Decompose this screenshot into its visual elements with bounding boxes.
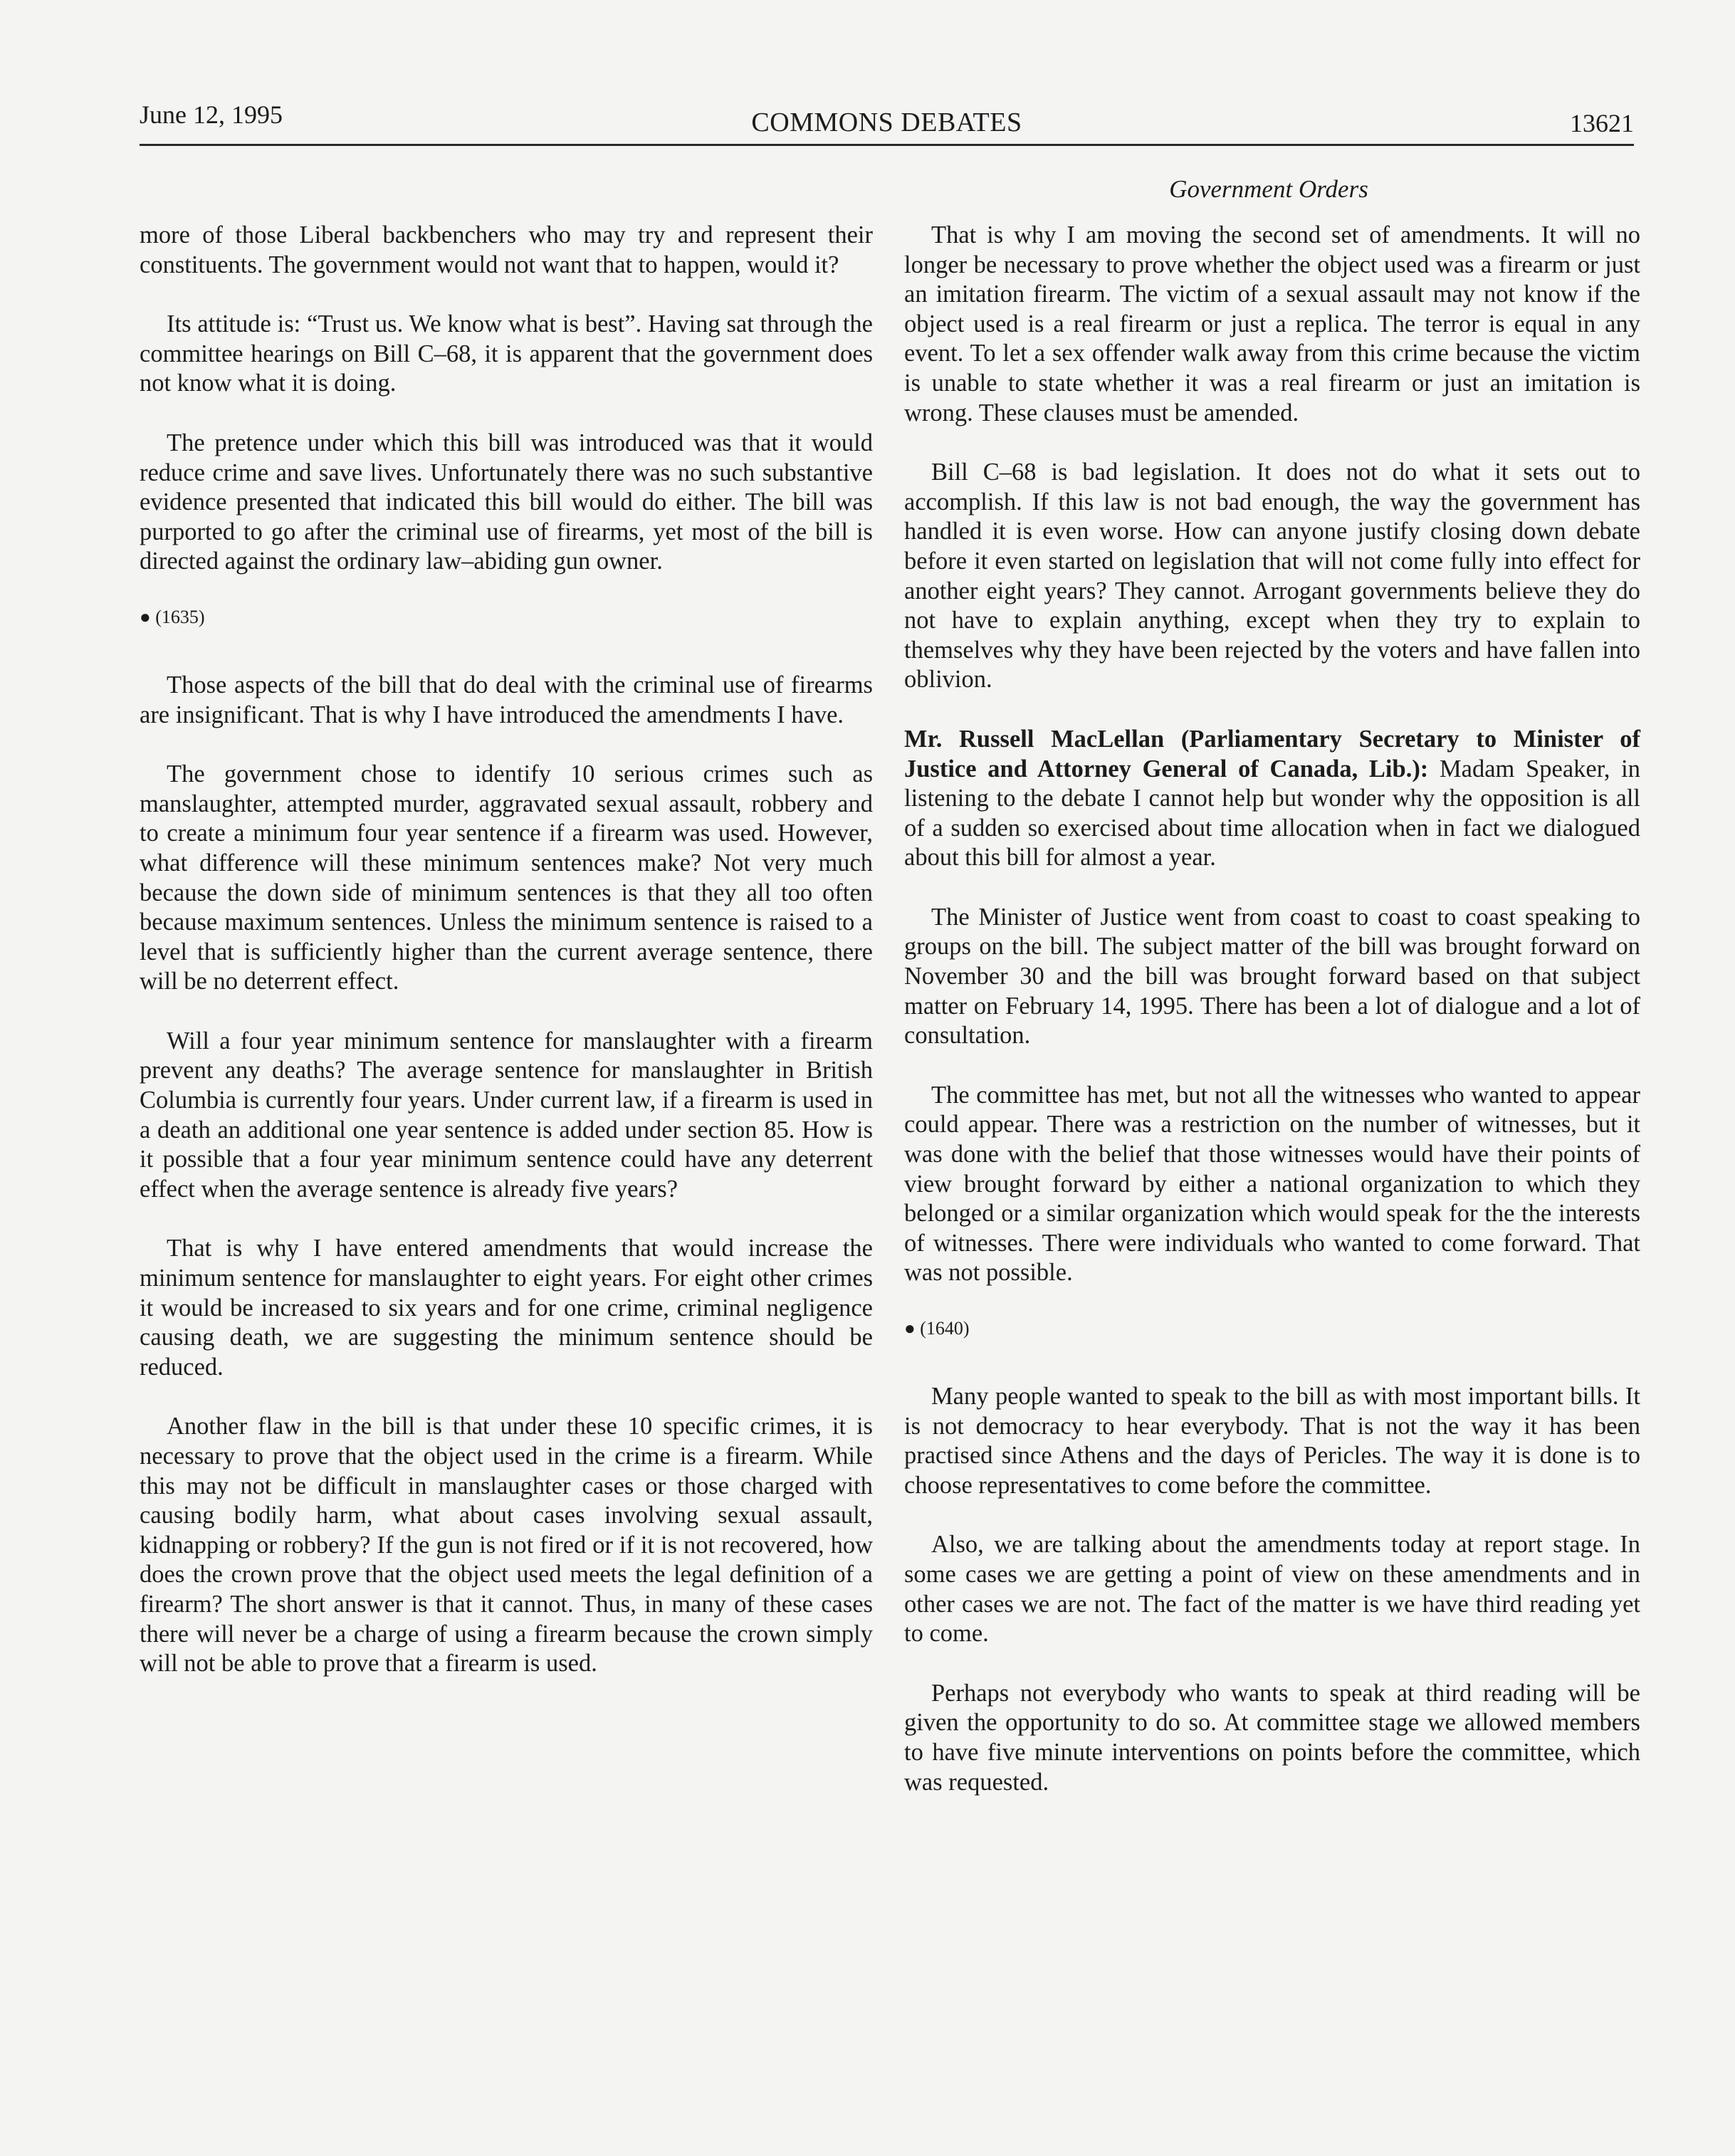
paragraph: Another flaw in the bill is that under these 10 specific crimes, it is necessary to prove that the object used in the crime is a firearm. While this may not be difficult in manslaughter cases or those charged with causing bodily harm, what about cases involving sexual assault, kidnapping or robbery? If the gun is not fired or if it is not recovered, how does the crown prove that the object used meets the legal definition of a firearm? The short answer is that it cannot. Thus, in many of these cases there will never be a charge of using a firearm because the crown simply will not be able to prove that a firearm is used.: [140, 1413, 873, 1678]
paragraph: That is why I have entered amendments that would increase the minimum sentence for manslaughter to eight years. For eight other crimes it would be increased to six years and for one crime, criminal negligence causing death, we are suggesting the minimum sentence should be reduced.: [140, 1235, 873, 1381]
bullet-icon: ●: [904, 1318, 916, 1339]
bullet-icon: ●: [140, 606, 151, 627]
timestamp-marker: [904, 1318, 1640, 1339]
right-column: [904, 221, 1640, 1827]
speaker-name: Mr. Russell MacLellan (Parliamentary Secretary to Minister of Justice and Attorney General of Canada, Lib.):: [904, 725, 1640, 783]
speaker-text: Madam Speaker, in listening to the debate I cannot help but wonder why the opposition is all of a sudden so exercised about time allocation when in fact we dialogued about this bill for almost a year.: [904, 755, 1640, 872]
speaker-paragraph: [904, 725, 1640, 873]
paragraph: Those aspects of the bill that do deal with the criminal use of firearms are insignificant. That is why I have introduced the amendments I have.: [140, 671, 873, 728]
paragraph: The Minister of Justice went from coast to coast to coast speaking to groups on the bill. The subject matter of the bill was brought forward on November 30 and the bill was brought forward based on that subject matter on February 14, 1995. There has been a lot of dialogue and a lot of consultation.: [904, 903, 1640, 1050]
timestamp-marker: [140, 607, 873, 628]
section-title: Government Orders: [1169, 175, 1368, 203]
paragraph: Will a four year minimum sentence for manslaughter with a firearm prevent any deaths? The average sentence for manslaughter in British Columbia is currently four years. Under current law, if a firearm is used in a death an additional one year sentence is added under section 85. How is it possible that a four year minimum sentence could have any deterrent effect when the average sentence is already five years?: [140, 1027, 873, 1203]
header-title: COMMONS DEBATES: [751, 108, 1022, 137]
paragraph: The committee has met, but not all the witnesses who wanted to appear could appear. There was a restriction on the number of witnesses, but it was done with the belief that those witnesses would have their points of view brought forward by either a national organization to which they belonged or a similar organization which would speak for the the interests of witnesses. There were individuals who wanted to come forward. That was not possible.: [904, 1081, 1640, 1287]
left-column: [140, 221, 873, 1709]
paragraph: Also, we are talking about the amendments today at report stage. In some cases we are getting a point of view on these amendments and in other cases we are not. The fact of the matter is we have third reading yet to come.: [904, 1531, 1640, 1648]
paragraph: That is why I am moving the second set of amendments. It will no longer be necessary to prove whether the object used was a firearm or just an imitation firearm. The victim of a sexual assault may not know if the object used is a real firearm or just a replica. The terror is equal in any event. To let a sex offender walk away from this crime because the victim is unable to state whether it was a real firearm or just an imitation is wrong. These clauses must be amended.: [904, 221, 1640, 427]
timestamp-text: (1640): [920, 1318, 970, 1339]
paragraph: Its attitude is: “Trust us. We know what is best”. Having sat through the committee hearings on Bill C–68, it is apparent that the government does not know what it is doing.: [140, 310, 873, 397]
header-date: June 12, 1995: [140, 100, 283, 129]
paragraph: Bill C–68 is bad legislation. It does not do what it sets out to accomplish. If this law is not bad enough, the way the government has handled it is even worse. How can anyone justify closing down debate before it even started on legislation that will not come fully into effect for another eight years? They cannot. Arrogant governments believe they do not have to explain anything, except when they try to explain to themselves why they have been rejected by the voters and have fallen into oblivion.: [904, 459, 1640, 694]
header-rule: [140, 144, 1634, 146]
paragraph: The pretence under which this bill was introduced was that it would reduce crime and save lives. Unfortunately there was no such substantive evidence presented that indicated this bill would do either. The bill was purported to go after the criminal use of firearms, yet most of the bill is directed against the ordinary law–abiding gun owner.: [140, 429, 873, 575]
header-page-number: 13621: [1570, 109, 1634, 137]
page-header: [140, 87, 1634, 137]
paragraph: The government chose to identify 10 serious crimes such as manslaughter, attempted murder, aggravated sexual assault, robbery and to create a minimum four year sentence if a firearm was used. However, what difference will these minimum sentences make? Not very much because the down side of minimum sentences is that they all too often because maximum sentences. Unless the minimum sentence is raised to a level that is sufficiently higher than the current average sentence, there will be no deterrent effect.: [140, 760, 873, 995]
paragraph: Perhaps not everybody who wants to speak at third reading will be given the opportunity to do so. At committee stage we allowed members to have five minute interventions on points before the committee, which was requested.: [904, 1679, 1640, 1796]
paragraph: Many people wanted to speak to the bill as with most important bills. It is not democracy to hear everybody. That is not the way it has been practised since Athens and the days of Pericles. The way it is done is to choose representatives to come before the committee.: [904, 1383, 1640, 1499]
paragraph: more of those Liberal backbenchers who may try and represent their constituents. The government would not want that to happen, would it?: [140, 221, 873, 278]
timestamp-text: (1635): [155, 606, 205, 627]
